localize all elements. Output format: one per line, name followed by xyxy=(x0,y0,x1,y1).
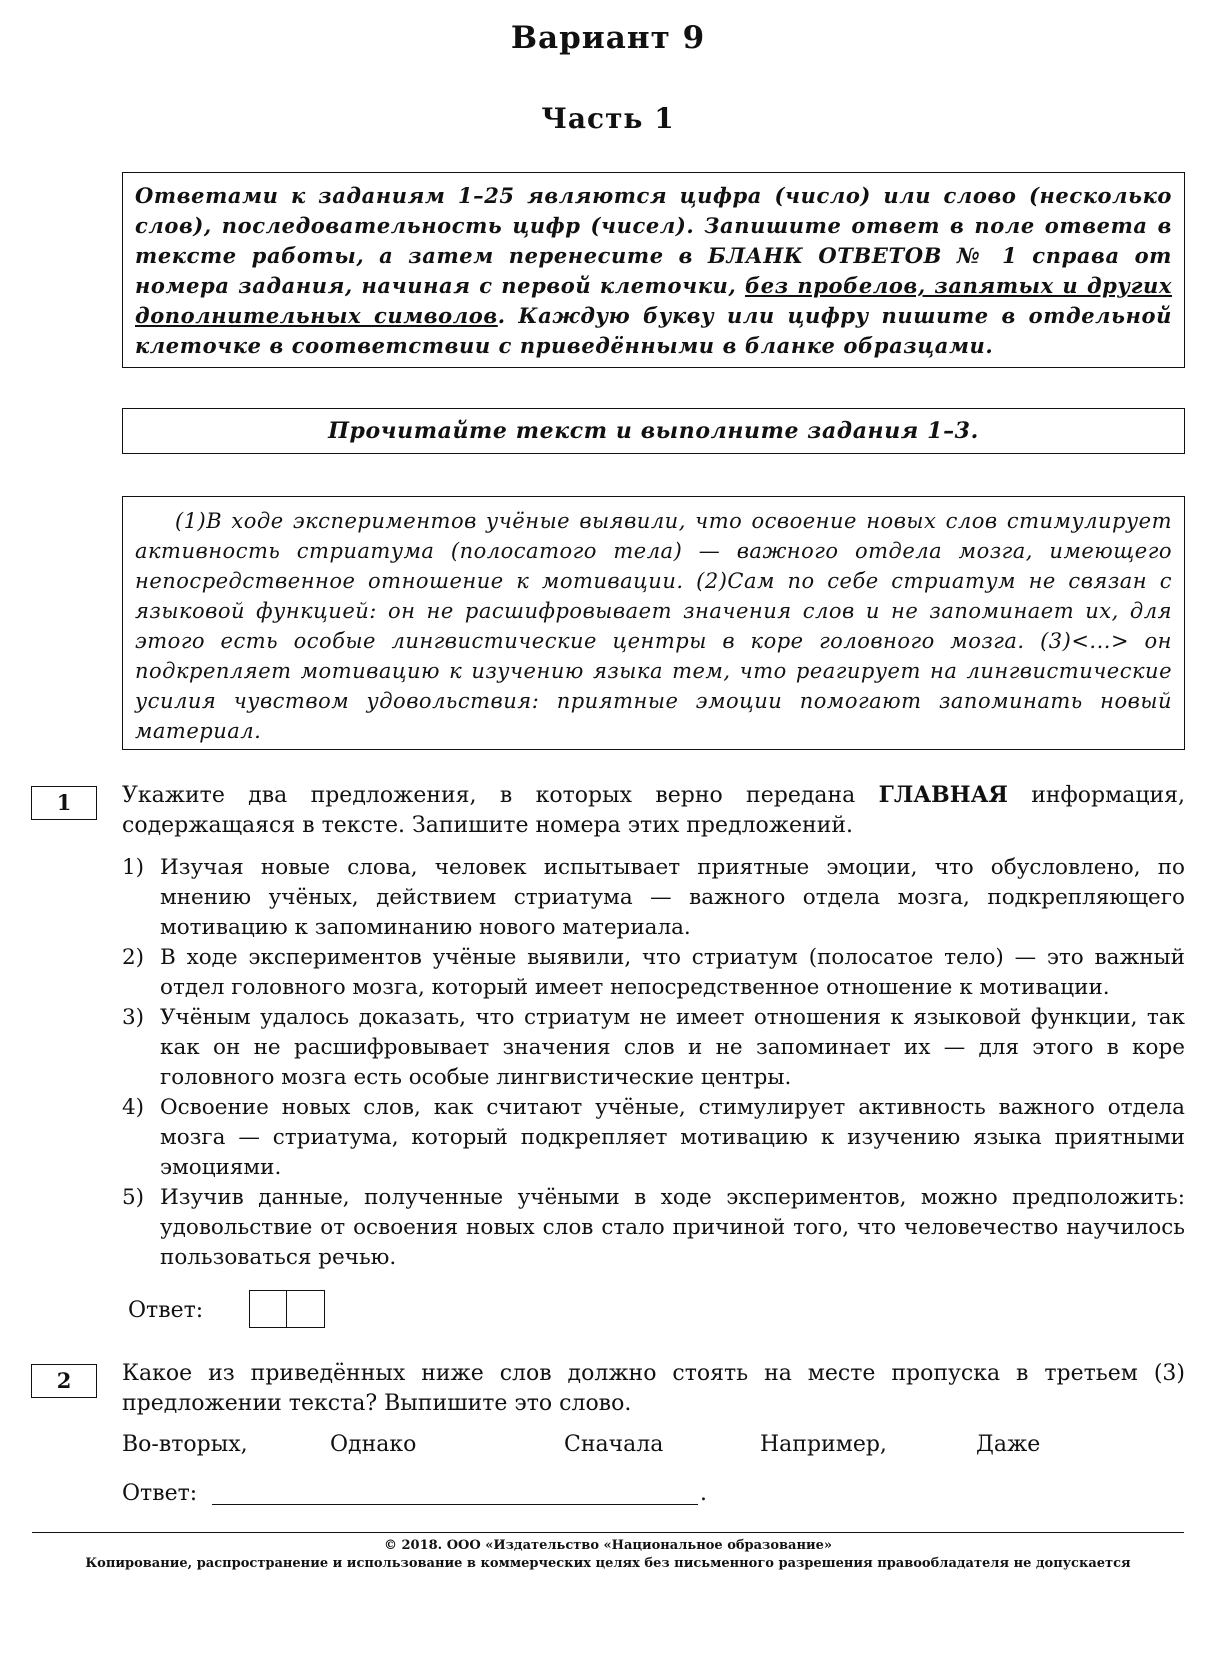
task1-option: 3) Учёным удалось доказать, что стриатум не имеет отношения к языковой функции, так как он не расшифровывает значения слов и не запоминает их — для этого в коре головного мозга есть особые лингвистические центры. xyxy=(122,1005,1185,1090)
task1-options xyxy=(122,853,1185,1273)
task1-option: 4) Освоение новых слов, как считают учёные, стимулирует активность важного отдела мозга — стриатума, который подкрепляет мотивацию к изучению языка приятными эмоциями. xyxy=(122,1095,1185,1180)
task2-word: Во-вторых, xyxy=(122,1432,248,1457)
variant-title: Вариант 9 xyxy=(510,20,706,56)
task1-prompt: Укажите два предложения, в которых верно передана ГЛАВНАЯ информация, содержащаяся в тексте. Запишите номера этих предложений. xyxy=(122,782,1186,838)
task2-answer-end: . xyxy=(700,1481,707,1506)
task2-word: Однако xyxy=(330,1432,417,1457)
task2-answer-line[interactable] xyxy=(212,1474,698,1505)
task2-word: Например, xyxy=(760,1432,887,1457)
part-title: Часть 1 xyxy=(541,102,675,135)
task-number-1: 1 xyxy=(31,786,97,820)
answer-cell[interactable] xyxy=(249,1290,287,1328)
task2-word: Сначала xyxy=(564,1432,664,1457)
instructions-box xyxy=(122,172,1185,368)
task1-option: 2) В ходе экспериментов учёные выявили, что стриатум (полосатое тело) — это важный отдел головного мозга, который имеет непосредственное отношение к мотивации. xyxy=(122,945,1185,1000)
task1-option: 5) Изучив данные, полученные учёными в ходе экспериментов, можно предположить: удовольствие от освоения новых слов стало причиной того, что человечество научилось пользоваться речью. xyxy=(122,1185,1185,1270)
passage-box xyxy=(122,496,1185,750)
footer-notice: Копирование, распространение и использование в коммерческих целях без письменного разрешения правообладателя не допускается xyxy=(85,1556,1131,1571)
task1-prompt-bold: ГЛАВНАЯ xyxy=(878,782,1008,808)
task2-word: Даже xyxy=(976,1432,1041,1457)
task-number-2: 2 xyxy=(31,1364,97,1398)
task1-option: 1) Изучая новые слова, человек испытывает приятные эмоции, что обусловлено, по мнению учёных, действием стриатума — важного отдела мозга, подкрепляющего мотивацию к запоминанию нового материала. xyxy=(122,855,1185,940)
answer-cell[interactable] xyxy=(287,1290,325,1328)
passage-text: (1)В ходе экспериментов учёные выявили, что освоение новых слов стимулирует активность стриатума (полосатого тела) — важного отдела мозга, имеющего непосредственное отношение к мотивации. (2)Сам по себе стриатум не связан с языковой функцией: он не расшифровывает значения слов и не запоминает их, для этого есть особые лингвистические центры в коре головного мозга. (3)<...> он подкрепляет мотивацию к изучению языка тем, что реагирует на лингвистические усилия чувством удовольствия: приятные эмоции помогают запоминать новый материал. xyxy=(135,509,1172,743)
footer-rule xyxy=(32,1532,1184,1533)
task1-answer-cells[interactable] xyxy=(249,1290,325,1328)
read-prompt: Прочитайте текст и выполните задания 1–3. xyxy=(328,418,979,444)
task1-answer-label: Ответ: xyxy=(128,1298,204,1323)
task2-prompt: Какое из приведённых ниже слов должно стоять на месте пропуска в третьем (3) предложении текста? Выпишите это слово. xyxy=(122,1361,1185,1416)
instructions-text: Ответами к заданиям 1–25 являются цифра (число) или слово (несколько слов), последовательность цифр (чисел). Запишите ответ в поле ответа в тексте работы, а затем перенесите в БЛАНК ОТВЕТОВ № 1 справа от номера задания, начиная с первой клеточки, без пробелов, запятых и других дополнительных символов. Каждую букву или цифру пишите в отдельной клеточке в соответствии с приведёнными в бланке образцами. xyxy=(135,183,1172,358)
task2-answer-label: Ответ: xyxy=(122,1481,198,1506)
footer-copyright: © 2018. ООО «Издательство «Национальное образование» xyxy=(383,1538,833,1553)
read-prompt-box xyxy=(122,408,1185,454)
